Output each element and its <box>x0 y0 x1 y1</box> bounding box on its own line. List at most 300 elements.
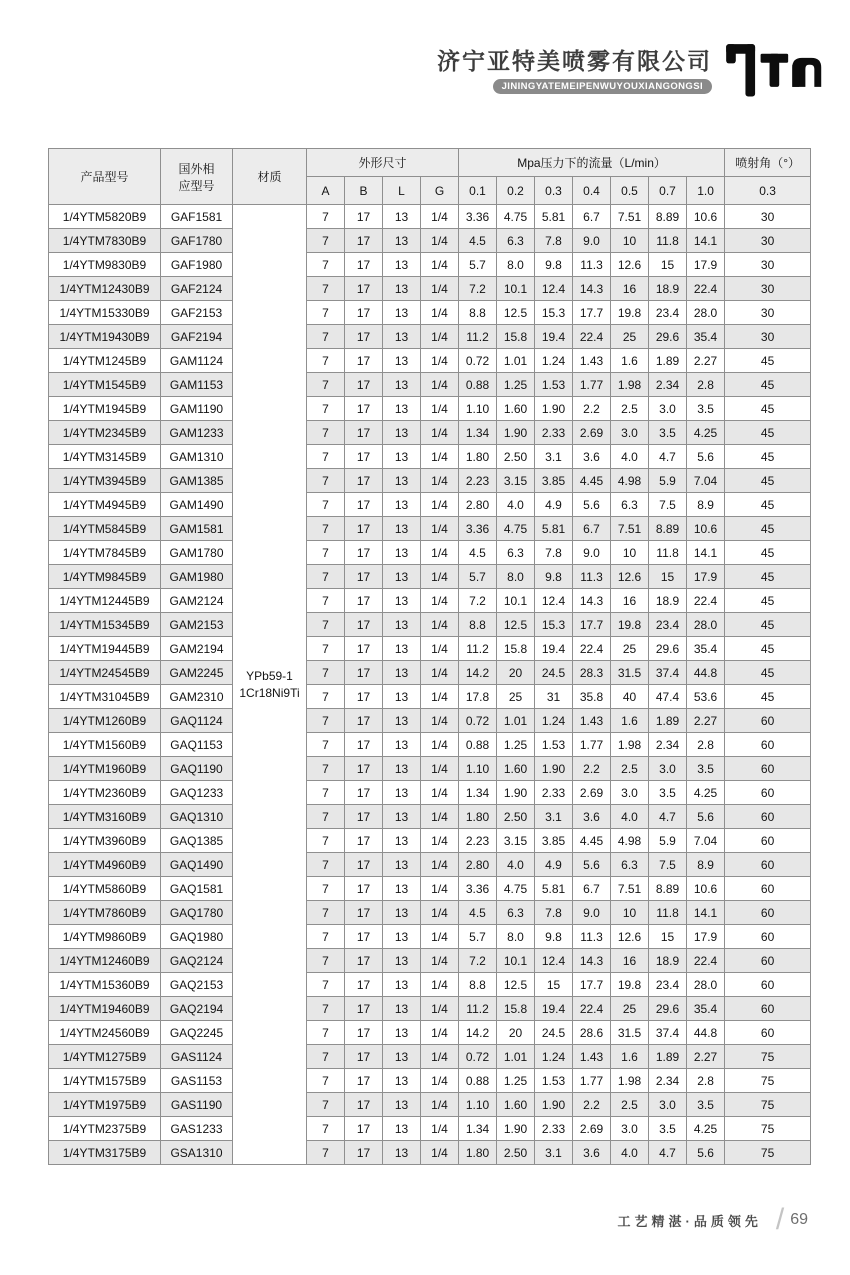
cell-flow-rate: 10.1 <box>497 949 535 973</box>
cell-dimension: 17 <box>345 373 383 397</box>
table-row <box>49 229 811 253</box>
cell-flow-rate: 16 <box>611 949 649 973</box>
cell-flow-rate: 1.01 <box>497 1045 535 1069</box>
cell-flow-rate: 18.9 <box>649 589 687 613</box>
cell-flow-rate: 5.81 <box>535 877 573 901</box>
table-header <box>49 149 811 205</box>
cell-dimension: 1/4 <box>421 1021 459 1045</box>
cell-dimension: 13 <box>383 1093 421 1117</box>
cell-flow-rate: 3.1 <box>535 445 573 469</box>
cell-flow-rate: 17.9 <box>687 925 725 949</box>
cell-dimension: 17 <box>345 1069 383 1093</box>
cell-product-model: 1/4YTM3145B9 <box>49 445 161 469</box>
cell-dimension: 13 <box>383 925 421 949</box>
cell-spray-angle: 60 <box>725 781 811 805</box>
col-header-foreign-line1: 国外相 <box>178 161 215 176</box>
cell-dimension: 1/4 <box>421 493 459 517</box>
cell-dimension: 7 <box>307 949 345 973</box>
cell-flow-rate: 1.10 <box>459 397 497 421</box>
cell-flow-rate: 11.2 <box>459 997 497 1021</box>
cell-dimension: 1/4 <box>421 829 459 853</box>
cell-flow-rate: 3.5 <box>649 421 687 445</box>
brand-header <box>437 40 822 102</box>
cell-spray-angle: 60 <box>725 853 811 877</box>
cell-product-model: 1/4YTM1260B9 <box>49 709 161 733</box>
cell-product-model: 1/4YTM15345B9 <box>49 613 161 637</box>
table-body <box>49 205 811 1165</box>
cell-flow-rate: 5.7 <box>459 565 497 589</box>
cell-foreign-model: GAM1581 <box>161 517 233 541</box>
cell-flow-rate: 17.9 <box>687 565 725 589</box>
table-row <box>49 925 811 949</box>
cell-flow-rate: 9.8 <box>535 253 573 277</box>
sub-header-dim-a: A <box>307 177 345 205</box>
table-row <box>49 613 811 637</box>
cell-dimension: 7 <box>307 301 345 325</box>
cell-dimension: 17 <box>345 1117 383 1141</box>
cell-flow-rate: 1.24 <box>535 1045 573 1069</box>
cell-flow-rate: 12.4 <box>535 277 573 301</box>
cell-flow-rate: 2.33 <box>535 421 573 445</box>
cell-flow-rate: 2.69 <box>573 781 611 805</box>
cell-flow-rate: 7.2 <box>459 949 497 973</box>
cell-product-model: 1/4YTM19430B9 <box>49 325 161 349</box>
cell-foreign-model: GAQ1385 <box>161 829 233 853</box>
cell-flow-rate: 7.8 <box>535 229 573 253</box>
cell-spray-angle: 60 <box>725 877 811 901</box>
cell-flow-rate: 3.1 <box>535 805 573 829</box>
table-row <box>49 973 811 997</box>
cell-dimension: 1/4 <box>421 277 459 301</box>
cell-dimension: 13 <box>383 1141 421 1165</box>
cell-dimension: 7 <box>307 685 345 709</box>
sub-header-pressure-02: 0.2 <box>497 177 535 205</box>
cell-flow-rate: 4.75 <box>497 877 535 901</box>
cell-flow-rate: 16 <box>611 277 649 301</box>
cell-dimension: 13 <box>383 637 421 661</box>
table-row <box>49 997 811 1021</box>
cell-flow-rate: 1.80 <box>459 805 497 829</box>
cell-dimension: 13 <box>383 349 421 373</box>
cell-product-model: 1/4YTM4960B9 <box>49 853 161 877</box>
cell-spray-angle: 75 <box>725 1117 811 1141</box>
table-row <box>49 253 811 277</box>
cell-dimension: 1/4 <box>421 949 459 973</box>
cell-flow-rate: 1.98 <box>611 373 649 397</box>
cell-dimension: 7 <box>307 997 345 1021</box>
cell-flow-rate: 1.89 <box>649 709 687 733</box>
cell-dimension: 1/4 <box>421 469 459 493</box>
cell-flow-rate: 1.34 <box>459 421 497 445</box>
cell-foreign-model: GAM1490 <box>161 493 233 517</box>
cell-flow-rate: 14.3 <box>573 277 611 301</box>
cell-dimension: 1/4 <box>421 709 459 733</box>
cell-dimension: 7 <box>307 229 345 253</box>
cell-flow-rate: 12.4 <box>535 949 573 973</box>
cell-dimension: 17 <box>345 973 383 997</box>
cell-spray-angle: 45 <box>725 349 811 373</box>
table-row <box>49 589 811 613</box>
cell-product-model: 1/4YTM1245B9 <box>49 349 161 373</box>
cell-dimension: 17 <box>345 853 383 877</box>
cell-foreign-model: GAM1385 <box>161 469 233 493</box>
table-row <box>49 301 811 325</box>
cell-dimension: 7 <box>307 397 345 421</box>
footer-slash-divider: / <box>775 1203 785 1236</box>
cell-product-model: 1/4YTM5845B9 <box>49 517 161 541</box>
cell-dimension: 1/4 <box>421 229 459 253</box>
cell-spray-angle: 45 <box>725 589 811 613</box>
cell-flow-rate: 1.89 <box>649 1045 687 1069</box>
cell-flow-rate: 28.3 <box>573 661 611 685</box>
table-row <box>49 421 811 445</box>
cell-flow-rate: 3.5 <box>687 397 725 421</box>
table-row <box>49 901 811 925</box>
cell-foreign-model: GSA1310 <box>161 1141 233 1165</box>
cell-product-model: 1/4YTM1560B9 <box>49 733 161 757</box>
cell-flow-rate: 4.7 <box>649 1141 687 1165</box>
table-row <box>49 445 811 469</box>
cell-dimension: 1/4 <box>421 781 459 805</box>
cell-product-model: 1/4YTM3945B9 <box>49 469 161 493</box>
sub-header-pressure-03: 0.3 <box>535 177 573 205</box>
cell-foreign-model: GAQ1310 <box>161 805 233 829</box>
cell-flow-rate: 15.8 <box>497 637 535 661</box>
cell-flow-rate: 1.90 <box>497 781 535 805</box>
cell-flow-rate: 3.0 <box>649 397 687 421</box>
cell-flow-rate: 15.8 <box>497 997 535 1021</box>
cell-dimension: 17 <box>345 517 383 541</box>
cell-dimension: 7 <box>307 1093 345 1117</box>
cell-spray-angle: 60 <box>725 925 811 949</box>
cell-dimension: 7 <box>307 973 345 997</box>
cell-spray-angle: 60 <box>725 901 811 925</box>
cell-dimension: 1/4 <box>421 877 459 901</box>
cell-flow-rate: 28.6 <box>573 1021 611 1045</box>
cell-flow-rate: 1.90 <box>535 757 573 781</box>
cell-foreign-model: GAS1233 <box>161 1117 233 1141</box>
cell-dimension: 1/4 <box>421 973 459 997</box>
cell-spray-angle: 45 <box>725 541 811 565</box>
cell-spray-angle: 60 <box>725 805 811 829</box>
cell-flow-rate: 0.72 <box>459 709 497 733</box>
page-footer <box>618 1205 808 1235</box>
cell-flow-rate: 1.6 <box>611 1045 649 1069</box>
cell-product-model: 1/4YTM9860B9 <box>49 925 161 949</box>
cell-flow-rate: 1.43 <box>573 349 611 373</box>
cell-flow-rate: 15.8 <box>497 325 535 349</box>
col-header-spray-angle: 喷射角（°） <box>725 149 811 177</box>
cell-dimension: 1/4 <box>421 613 459 637</box>
cell-spray-angle: 45 <box>725 517 811 541</box>
cell-flow-rate: 2.34 <box>649 733 687 757</box>
cell-dimension: 13 <box>383 901 421 925</box>
cell-flow-rate: 22.4 <box>687 277 725 301</box>
cell-flow-rate: 44.8 <box>687 661 725 685</box>
cell-flow-rate: 1.43 <box>573 709 611 733</box>
cell-flow-rate: 15 <box>649 925 687 949</box>
cell-foreign-model: GAM2194 <box>161 637 233 661</box>
cell-spray-angle: 45 <box>725 469 811 493</box>
cell-flow-rate: 17.7 <box>573 301 611 325</box>
cell-spray-angle: 30 <box>725 277 811 301</box>
cell-flow-rate: 22.4 <box>687 949 725 973</box>
sub-header-pressure-07: 0.7 <box>649 177 687 205</box>
cell-dimension: 7 <box>307 805 345 829</box>
cell-flow-rate: 20 <box>497 661 535 685</box>
cell-dimension: 17 <box>345 421 383 445</box>
cell-dimension: 7 <box>307 757 345 781</box>
cell-dimension: 7 <box>307 661 345 685</box>
cell-flow-rate: 9.0 <box>573 901 611 925</box>
sub-header-pressure-01: 0.1 <box>459 177 497 205</box>
cell-flow-rate: 5.6 <box>573 493 611 517</box>
table-row <box>49 685 811 709</box>
cell-flow-rate: 10.6 <box>687 877 725 901</box>
cell-spray-angle: 45 <box>725 637 811 661</box>
cell-flow-rate: 35.4 <box>687 997 725 1021</box>
cell-dimension: 1/4 <box>421 997 459 1021</box>
cell-dimension: 7 <box>307 829 345 853</box>
cell-foreign-model: GAF1581 <box>161 205 233 229</box>
cell-flow-rate: 7.8 <box>535 901 573 925</box>
cell-flow-rate: 0.88 <box>459 1069 497 1093</box>
cell-flow-rate: 2.8 <box>687 733 725 757</box>
cell-flow-rate: 5.81 <box>535 205 573 229</box>
cell-dimension: 13 <box>383 949 421 973</box>
cell-foreign-model: GAM1310 <box>161 445 233 469</box>
cell-flow-rate: 6.3 <box>611 493 649 517</box>
cell-product-model: 1/4YTM12460B9 <box>49 949 161 973</box>
cell-flow-rate: 2.34 <box>649 1069 687 1093</box>
cell-spray-angle: 45 <box>725 421 811 445</box>
cell-foreign-model: GAM1153 <box>161 373 233 397</box>
cell-flow-rate: 11.2 <box>459 325 497 349</box>
cell-product-model: 1/4YTM19460B9 <box>49 997 161 1021</box>
cell-flow-rate: 3.0 <box>611 421 649 445</box>
cell-foreign-model: GAQ1780 <box>161 901 233 925</box>
cell-product-model: 1/4YTM7830B9 <box>49 229 161 253</box>
cell-flow-rate: 4.45 <box>573 469 611 493</box>
cell-spray-angle: 60 <box>725 997 811 1021</box>
col-header-material: 材质 <box>233 149 307 205</box>
cell-flow-rate: 24.5 <box>535 661 573 685</box>
cell-flow-rate: 8.89 <box>649 205 687 229</box>
cell-flow-rate: 40 <box>611 685 649 709</box>
cell-flow-rate: 4.75 <box>497 517 535 541</box>
cell-dimension: 17 <box>345 757 383 781</box>
cell-flow-rate: 11.3 <box>573 253 611 277</box>
cell-flow-rate: 5.6 <box>687 445 725 469</box>
table-row <box>49 565 811 589</box>
cell-flow-rate: 29.6 <box>649 325 687 349</box>
cell-product-model: 1/4YTM2345B9 <box>49 421 161 445</box>
cell-flow-rate: 0.72 <box>459 1045 497 1069</box>
cell-flow-rate: 7.8 <box>535 541 573 565</box>
cell-product-model: 1/4YTM12445B9 <box>49 589 161 613</box>
cell-spray-angle: 75 <box>725 1069 811 1093</box>
cell-dimension: 1/4 <box>421 589 459 613</box>
cell-flow-rate: 14.1 <box>687 541 725 565</box>
cell-flow-rate: 8.89 <box>649 877 687 901</box>
cell-flow-rate: 5.7 <box>459 925 497 949</box>
sub-header-dim-g: G <box>421 177 459 205</box>
cell-flow-rate: 6.7 <box>573 517 611 541</box>
cell-dimension: 13 <box>383 493 421 517</box>
table-row <box>49 469 811 493</box>
cell-spray-angle: 30 <box>725 301 811 325</box>
table-row <box>49 1021 811 1045</box>
cell-dimension: 1/4 <box>421 205 459 229</box>
cell-dimension: 17 <box>345 301 383 325</box>
sub-header-pressure-04: 0.4 <box>573 177 611 205</box>
cell-dimension: 13 <box>383 1069 421 1093</box>
cell-dimension: 1/4 <box>421 637 459 661</box>
cell-spray-angle: 75 <box>725 1093 811 1117</box>
cell-flow-rate: 37.4 <box>649 661 687 685</box>
cell-flow-rate: 8.0 <box>497 565 535 589</box>
cell-flow-rate: 2.69 <box>573 1117 611 1141</box>
sub-header-pressure-10: 1.0 <box>687 177 725 205</box>
cell-flow-rate: 9.0 <box>573 229 611 253</box>
cell-flow-rate: 8.0 <box>497 925 535 949</box>
cell-dimension: 1/4 <box>421 445 459 469</box>
cell-dimension: 7 <box>307 1141 345 1165</box>
sub-header-dim-l: L <box>383 177 421 205</box>
cell-product-model: 1/4YTM1975B9 <box>49 1093 161 1117</box>
cell-flow-rate: 2.2 <box>573 1093 611 1117</box>
cell-spray-angle: 60 <box>725 1021 811 1045</box>
cell-flow-rate: 29.6 <box>649 997 687 1021</box>
ytm-logo-icon <box>724 40 822 102</box>
cell-product-model: 1/4YTM19445B9 <box>49 637 161 661</box>
cell-flow-rate: 0.72 <box>459 349 497 373</box>
cell-flow-rate: 4.0 <box>497 853 535 877</box>
table-row <box>49 517 811 541</box>
cell-dimension: 17 <box>345 1021 383 1045</box>
company-name-en-badge: JININGYATEMEIPENWUYOUXIANGONGSI <box>493 79 712 94</box>
cell-flow-rate: 8.89 <box>649 517 687 541</box>
cell-flow-rate: 10.1 <box>497 589 535 613</box>
cell-flow-rate: 8.0 <box>497 253 535 277</box>
cell-dimension: 1/4 <box>421 661 459 685</box>
cell-flow-rate: 25 <box>611 997 649 1021</box>
cell-foreign-model: GAM1780 <box>161 541 233 565</box>
cell-flow-rate: 12.4 <box>535 589 573 613</box>
cell-dimension: 17 <box>345 733 383 757</box>
cell-flow-rate: 1.25 <box>497 373 535 397</box>
cell-dimension: 13 <box>383 877 421 901</box>
cell-dimension: 13 <box>383 421 421 445</box>
cell-dimension: 13 <box>383 781 421 805</box>
cell-flow-rate: 2.5 <box>611 397 649 421</box>
cell-flow-rate: 10 <box>611 901 649 925</box>
cell-flow-rate: 17.8 <box>459 685 497 709</box>
cell-product-model: 1/4YTM3960B9 <box>49 829 161 853</box>
cell-dimension: 13 <box>383 1045 421 1069</box>
cell-foreign-model: GAS1153 <box>161 1069 233 1093</box>
cell-spray-angle: 45 <box>725 397 811 421</box>
cell-flow-rate: 5.9 <box>649 829 687 853</box>
cell-flow-rate: 5.9 <box>649 469 687 493</box>
cell-flow-rate: 53.6 <box>687 685 725 709</box>
cell-dimension: 1/4 <box>421 565 459 589</box>
cell-flow-rate: 19.8 <box>611 301 649 325</box>
cell-dimension: 7 <box>307 541 345 565</box>
footer-slogan: 工艺精湛·品质领先 <box>617 1213 762 1229</box>
cell-flow-rate: 12.5 <box>497 973 535 997</box>
cell-flow-rate: 3.36 <box>459 877 497 901</box>
cell-dimension: 1/4 <box>421 757 459 781</box>
cell-product-model: 1/4YTM24560B9 <box>49 1021 161 1045</box>
cell-flow-rate: 3.5 <box>687 1093 725 1117</box>
cell-flow-rate: 5.6 <box>687 1141 725 1165</box>
cell-flow-rate: 4.7 <box>649 445 687 469</box>
page-number: 69 <box>790 1211 808 1228</box>
table-row <box>49 373 811 397</box>
cell-flow-rate: 1.77 <box>573 373 611 397</box>
cell-flow-rate: 3.6 <box>573 805 611 829</box>
cell-dimension: 17 <box>345 613 383 637</box>
table-row <box>49 325 811 349</box>
cell-dimension: 7 <box>307 901 345 925</box>
cell-dimension: 13 <box>383 757 421 781</box>
cell-flow-rate: 4.75 <box>497 205 535 229</box>
cell-product-model: 1/4YTM15330B9 <box>49 301 161 325</box>
cell-dimension: 1/4 <box>421 1093 459 1117</box>
cell-spray-angle: 45 <box>725 661 811 685</box>
cell-foreign-model: GAM1124 <box>161 349 233 373</box>
cell-flow-rate: 12.6 <box>611 925 649 949</box>
cell-flow-rate: 14.3 <box>573 949 611 973</box>
cell-dimension: 17 <box>345 541 383 565</box>
cell-dimension: 13 <box>383 829 421 853</box>
cell-product-model: 1/4YTM12430B9 <box>49 277 161 301</box>
cell-flow-rate: 10.6 <box>687 517 725 541</box>
cell-dimension: 13 <box>383 997 421 1021</box>
table-row <box>49 949 811 973</box>
cell-dimension: 17 <box>345 1045 383 1069</box>
cell-flow-rate: 7.2 <box>459 277 497 301</box>
cell-spray-angle: 30 <box>725 253 811 277</box>
cell-flow-rate: 2.50 <box>497 1141 535 1165</box>
cell-flow-rate: 3.36 <box>459 517 497 541</box>
cell-dimension: 7 <box>307 205 345 229</box>
cell-flow-rate: 2.23 <box>459 829 497 853</box>
cell-flow-rate: 6.3 <box>497 901 535 925</box>
cell-spray-angle: 30 <box>725 325 811 349</box>
cell-flow-rate: 23.4 <box>649 973 687 997</box>
cell-dimension: 13 <box>383 589 421 613</box>
cell-dimension: 13 <box>383 1021 421 1045</box>
cell-dimension: 7 <box>307 709 345 733</box>
cell-dimension: 7 <box>307 349 345 373</box>
cell-flow-rate: 6.3 <box>611 853 649 877</box>
cell-flow-rate: 15 <box>649 253 687 277</box>
cell-dimension: 17 <box>345 709 383 733</box>
cell-flow-rate: 19.8 <box>611 613 649 637</box>
cell-dimension: 17 <box>345 805 383 829</box>
cell-dimension: 7 <box>307 925 345 949</box>
cell-dimension: 17 <box>345 205 383 229</box>
cell-flow-rate: 7.04 <box>687 829 725 853</box>
table-row <box>49 829 811 853</box>
cell-flow-rate: 1.89 <box>649 349 687 373</box>
cell-flow-rate: 44.8 <box>687 1021 725 1045</box>
cell-dimension: 13 <box>383 853 421 877</box>
cell-product-model: 1/4YTM3160B9 <box>49 805 161 829</box>
cell-product-model: 1/4YTM5860B9 <box>49 877 161 901</box>
